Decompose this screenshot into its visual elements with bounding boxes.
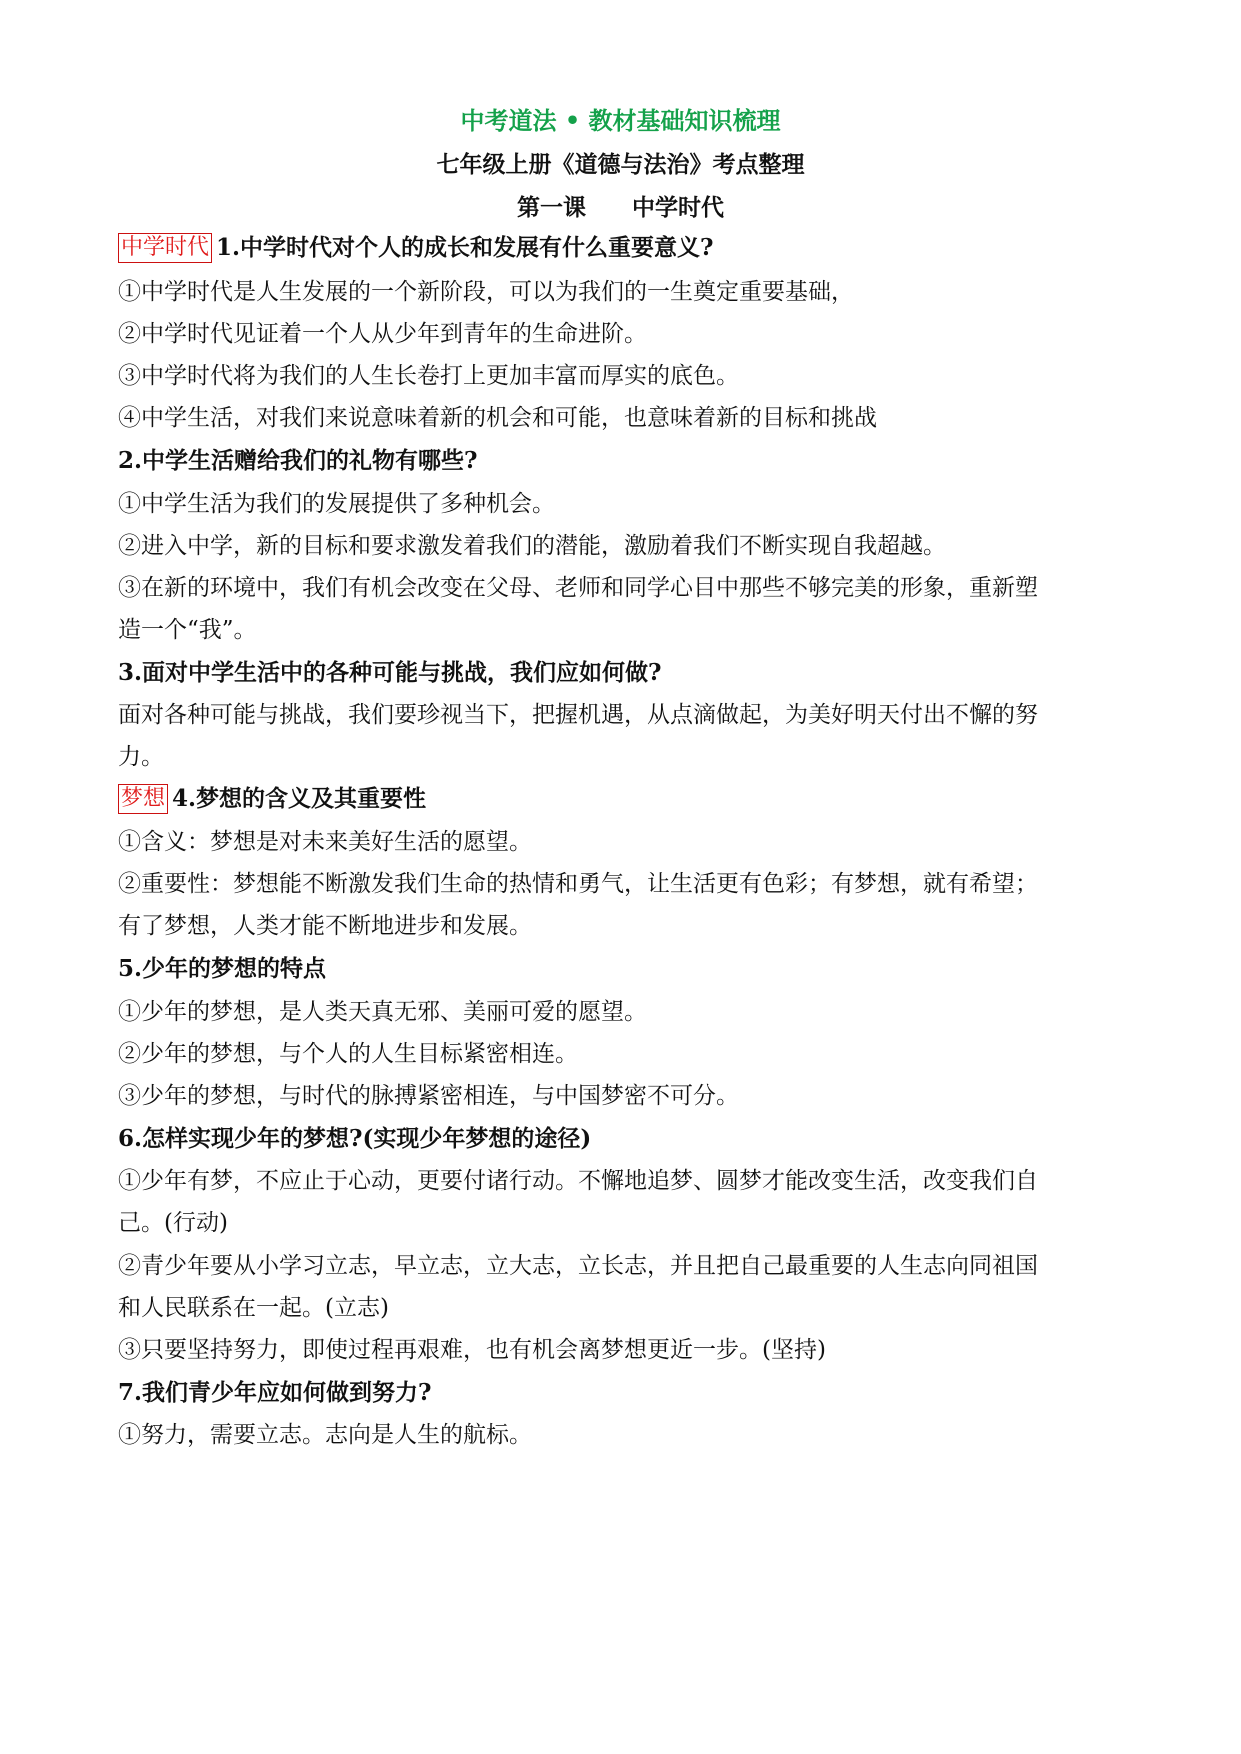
document-title: 七年级上册《道德与法治》考点整理 bbox=[436, 151, 805, 178]
q2-answer-1: ①中学生活为我们的发展提供了多种机会。 bbox=[118, 491, 555, 517]
question-4 bbox=[118, 784, 1123, 814]
q6-answer-1-line-1: ①少年有梦，不应止于心动，更要付诸行动。不懈地追梦、圆梦才能改变生活，改变我们自 bbox=[118, 1168, 1038, 1194]
q2-answer-3-line-2: 造一个“我”。 bbox=[118, 617, 257, 643]
q6-answer-2-line-2: 和人民联系在一起。(立志) bbox=[118, 1295, 389, 1321]
q1-answer-1: ①中学时代是人生发展的一个新阶段，可以为我们的一生奠定重要基础， bbox=[118, 279, 854, 305]
question-7: 7.我们青少年应如何做到努力? bbox=[118, 1379, 432, 1406]
q3-answer-line-2: 力。 bbox=[118, 744, 164, 770]
question-6: 6.怎样实现少年的梦想?(实现少年梦想的途径) bbox=[118, 1125, 592, 1152]
q4-answer-1: ①含义：梦想是对未来美好生活的愿望。 bbox=[118, 829, 532, 855]
header-title: 中考道法 • 教材基础知识梳理 bbox=[460, 106, 781, 135]
question-3: 3.面对中学生活中的各种可能与挑战，我们应如何做? bbox=[118, 659, 662, 686]
q6-answer-1-line-2: 己。(行动) bbox=[118, 1210, 228, 1236]
q4-answer-2-line-2: 有了梦想，人类才能不断地进步和发展。 bbox=[118, 913, 532, 939]
q7-answer-1: ①努力，需要立志。志向是人生的航标。 bbox=[118, 1422, 532, 1448]
question-1-text: 1.中学时代对个人的成长和发展有什么重要意义? bbox=[216, 234, 714, 261]
topic-tag-dream: 梦想 bbox=[118, 784, 168, 814]
q5-answer-3: ③少年的梦想，与时代的脉搏紧密相连，与中国梦密不可分。 bbox=[118, 1083, 739, 1109]
q5-answer-2: ②少年的梦想，与个人的人生目标紧密相连。 bbox=[118, 1041, 578, 1067]
q1-answer-2: ②中学时代见证着一个人从少年到青年的生命进阶。 bbox=[118, 321, 647, 347]
q3-answer-line-1: 面对各种可能与挑战，我们要珍视当下，把握机遇，从点滴做起，为美好明天付出不懈的努 bbox=[118, 702, 1038, 728]
q2-answer-3-line-1: ③在新的环境中，我们有机会改变在父母、老师和同学心目中那些不够完美的形象，重新塑 bbox=[118, 575, 1038, 601]
q1-answer-4: ④中学生活，对我们来说意味着新的机会和可能，也意味着新的目标和挑战 bbox=[118, 405, 877, 431]
q2-answer-2: ②进入中学，新的目标和要求激发着我们的潜能，激励着我们不断实现自我超越。 bbox=[118, 533, 946, 559]
question-4-text: 4.梦想的含义及其重要性 bbox=[172, 785, 427, 812]
q4-answer-2-line-1: ②重要性：梦想能不断激发我们生命的热情和勇气，让生活更有色彩；有梦想，就有希望； bbox=[118, 871, 1038, 897]
topic-tag-middle-school: 中学时代 bbox=[118, 233, 212, 263]
question-1 bbox=[118, 233, 1123, 263]
question-2: 2.中学生活赠给我们的礼物有哪些? bbox=[118, 447, 478, 474]
q6-answer-3: ③只要坚持努力，即使过程再艰难，也有机会离梦想更近一步。(坚持) bbox=[118, 1337, 826, 1363]
q5-answer-1: ①少年的梦想，是人类天真无邪、美丽可爱的愿望。 bbox=[118, 999, 647, 1025]
q1-answer-3: ③中学时代将为我们的人生长卷打上更加丰富而厚实的底色。 bbox=[118, 363, 739, 389]
lesson-title: 第一课 中学时代 bbox=[517, 194, 724, 221]
q6-answer-2-line-1: ②青少年要从小学习立志，早立志，立大志，立长志，并且把自己最重要的人生志向同祖国 bbox=[118, 1253, 1038, 1279]
question-5: 5.少年的梦想的特点 bbox=[118, 955, 327, 982]
